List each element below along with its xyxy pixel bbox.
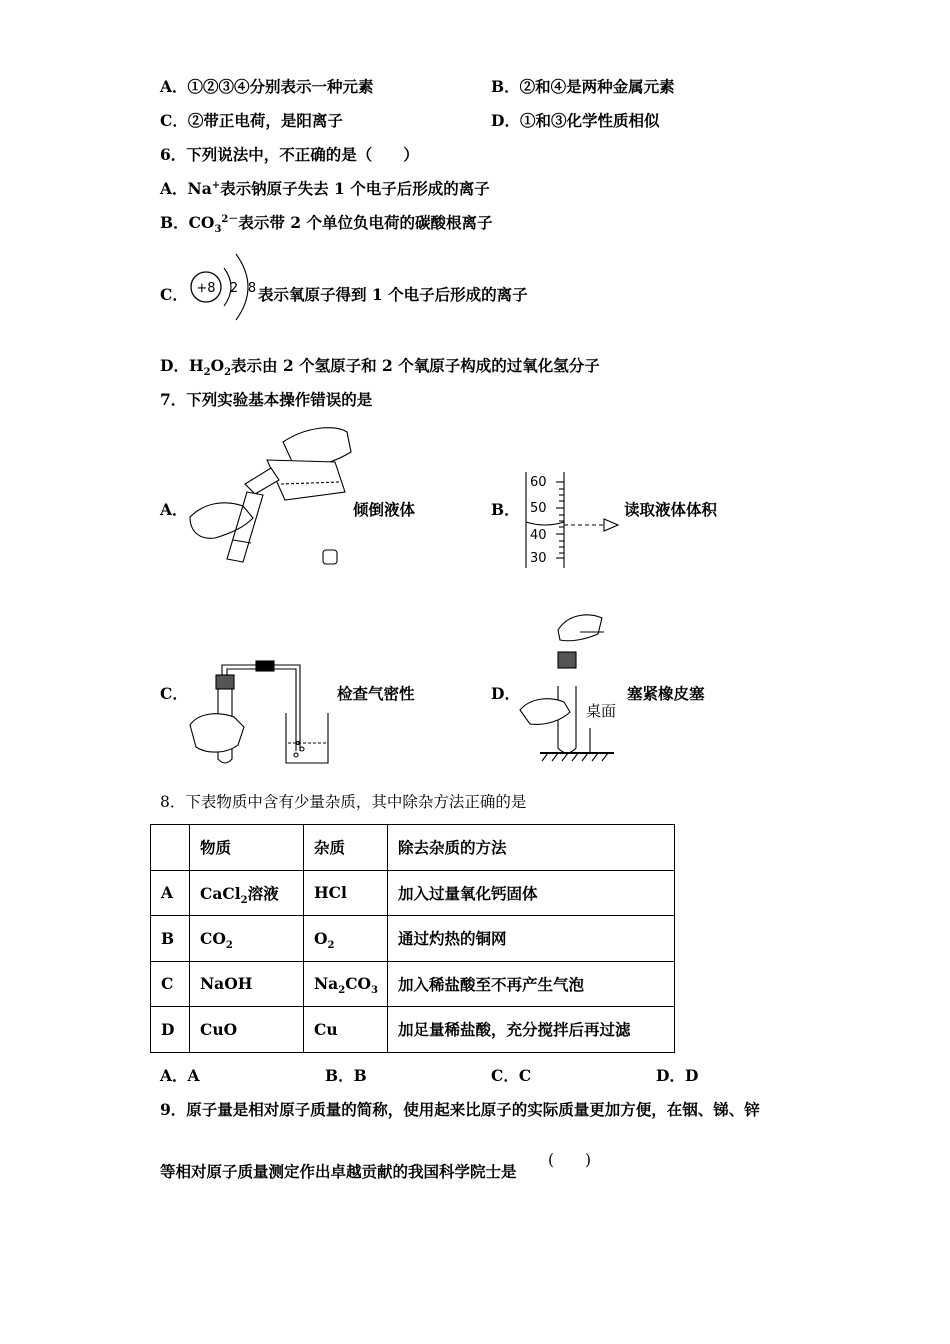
q6-d-mid: O bbox=[210, 356, 225, 375]
q6-stem: 6．下列说法中，不正确的是（ ） bbox=[160, 145, 419, 164]
q9-line2: 等相对原子质量测定作出卓越贡献的我国科学院士是 bbox=[160, 1162, 517, 1181]
q6-d-post: 表示由 2 个氢原子和 2 个氧原子构成的过氧化氢分子 bbox=[231, 356, 600, 375]
q9-line1: 9．原子量是相对原子质量的简称，使用起来比原子的实际质量更加方便，在铟、锑、锌 bbox=[160, 1100, 760, 1119]
row-impurity: HCl bbox=[304, 870, 388, 916]
row-substance: NaOH bbox=[190, 961, 304, 1007]
q7-a-caption: 倾倒液体 bbox=[353, 500, 416, 519]
row-substance bbox=[190, 916, 304, 962]
beaker bbox=[286, 713, 328, 763]
q6-c-label[interactable]: C． bbox=[160, 285, 188, 304]
upper-hand bbox=[558, 615, 602, 641]
shell1-electrons: 2 bbox=[229, 281, 239, 296]
q7-stem: 7．下列实验基本操作错误的是 bbox=[160, 390, 373, 409]
q6-option-d[interactable] bbox=[160, 356, 600, 379]
row-letter: D bbox=[151, 1007, 190, 1053]
table-row bbox=[151, 870, 675, 916]
row-impurity bbox=[304, 961, 388, 1007]
meniscus bbox=[526, 522, 564, 525]
q8-option-c[interactable]: C．C bbox=[491, 1066, 532, 1085]
q5-option-a[interactable]: A．①②③④分别表示一种元素 bbox=[160, 77, 374, 96]
q5-option-c[interactable]: C．②带正电荷，是阳离子 bbox=[160, 111, 343, 130]
shell2-electrons: 8 bbox=[247, 281, 257, 296]
stopper-insertion-figure bbox=[518, 610, 618, 765]
row-method: 通过灼热的铜网 bbox=[388, 916, 675, 962]
q9-answer-paren: ( ) bbox=[548, 1151, 592, 1169]
q6-a-sup: + bbox=[211, 179, 221, 191]
impurity-pre: O bbox=[314, 928, 328, 948]
q7-c-label[interactable]: C． bbox=[160, 684, 188, 703]
stopper bbox=[216, 675, 234, 689]
row-substance: CuO bbox=[190, 1007, 304, 1053]
q8-stem: 8．下表物质中含有少量杂质，其中除杂方法正确的是 bbox=[160, 793, 527, 811]
q7-b-label[interactable]: B． bbox=[491, 500, 520, 519]
q6-b-post: 表示带 2 个单位负电荷的碳酸根离子 bbox=[238, 213, 493, 232]
q7-b-caption: 读取液体体积 bbox=[624, 500, 718, 519]
q7-c-caption: 检查气密性 bbox=[337, 684, 415, 703]
q6-b-sub: 3 bbox=[214, 224, 222, 236]
bottle-neck bbox=[245, 468, 279, 494]
impurity-sub2: 3 bbox=[371, 985, 378, 997]
row-impurity bbox=[304, 916, 388, 962]
eye-icon bbox=[604, 519, 618, 531]
q8-option-a[interactable]: A．A bbox=[160, 1066, 200, 1085]
row-letter: C bbox=[151, 961, 190, 1007]
header-cell-substance: 物质 bbox=[190, 825, 304, 871]
lower-hand bbox=[520, 699, 570, 725]
nucleus-charge: +8 bbox=[196, 281, 216, 296]
row-letter: B bbox=[151, 916, 190, 962]
impurity-table bbox=[150, 824, 675, 1053]
q6-option-b[interactable] bbox=[160, 213, 493, 236]
q5-option-d[interactable]: D．①和③化学性质相似 bbox=[491, 111, 660, 130]
q7-d-label[interactable]: D． bbox=[491, 684, 520, 703]
row-letter: A bbox=[151, 870, 190, 916]
test-tube bbox=[558, 686, 576, 753]
tick-40: 40 bbox=[530, 528, 547, 543]
impurity-pre: Na bbox=[314, 974, 339, 994]
graduated-cylinder-figure bbox=[522, 470, 622, 570]
table-row bbox=[151, 1007, 675, 1053]
rubber-joint bbox=[256, 661, 274, 671]
row-impurity: Cu bbox=[304, 1007, 388, 1053]
q6-c-text: 表示氧原子得到 1 个电子后形成的离子 bbox=[258, 285, 528, 304]
q6-b-pre: B．CO bbox=[160, 213, 215, 232]
tick-30: 30 bbox=[530, 551, 547, 566]
pouring-liquid-figure bbox=[185, 422, 355, 572]
airtightness-check-figure bbox=[188, 655, 338, 770]
impurity-sub: 2 bbox=[327, 939, 335, 951]
q6-d-sub1: 2 bbox=[203, 367, 211, 379]
q6-a-post: 表示钠原子失去 1 个电子后形成的离子 bbox=[220, 179, 490, 198]
q7-a-label[interactable]: A． bbox=[160, 500, 188, 519]
tick-60: 60 bbox=[530, 475, 547, 490]
table-header-row bbox=[151, 825, 675, 871]
substance-sub: 2 bbox=[225, 939, 233, 951]
q8-option-d[interactable]: D．D bbox=[656, 1066, 699, 1085]
row-method: 加入过量氧化钙固体 bbox=[388, 870, 675, 916]
q6-d-pre: D．H bbox=[160, 356, 204, 375]
impurity-sub: 2 bbox=[338, 985, 346, 997]
row-method: 加足量稀盐酸，充分搅拌后再过滤 bbox=[388, 1007, 675, 1053]
rubber-stopper bbox=[558, 652, 576, 668]
oxygen-ion-diagram bbox=[186, 246, 266, 328]
substance-post: 溶液 bbox=[247, 883, 279, 903]
stopper bbox=[323, 550, 337, 564]
substance-pre: CO bbox=[200, 928, 226, 948]
row-method: 加入稀盐酸至不再产生气泡 bbox=[388, 961, 675, 1007]
header-cell-impurity: 杂质 bbox=[304, 825, 388, 871]
impurity-post: CO bbox=[345, 974, 372, 994]
q6-b-sup: 2－ bbox=[221, 213, 239, 225]
q8-option-b[interactable]: B．B bbox=[325, 1066, 367, 1085]
header-cell-blank bbox=[151, 825, 190, 871]
substance-sub: 2 bbox=[240, 894, 248, 906]
tick-50: 50 bbox=[530, 501, 547, 516]
q6-option-a[interactable] bbox=[160, 179, 490, 199]
q6-a-pre: A．Na bbox=[160, 179, 212, 198]
table-row bbox=[151, 961, 675, 1007]
q5-option-b[interactable]: B．②和④是两种金属元素 bbox=[491, 77, 675, 96]
q6-d-sub2: 2 bbox=[224, 367, 232, 379]
table-row bbox=[151, 916, 675, 962]
header-cell-method: 除去杂质的方法 bbox=[388, 825, 675, 871]
substance-pre: CaCl bbox=[200, 883, 241, 903]
row-substance bbox=[190, 870, 304, 916]
test-tube bbox=[227, 492, 263, 562]
hand bbox=[190, 714, 244, 752]
q7-d-caption: 塞紧橡皮塞 bbox=[627, 684, 705, 703]
q7-d-desk-label: 桌面 bbox=[586, 702, 617, 720]
